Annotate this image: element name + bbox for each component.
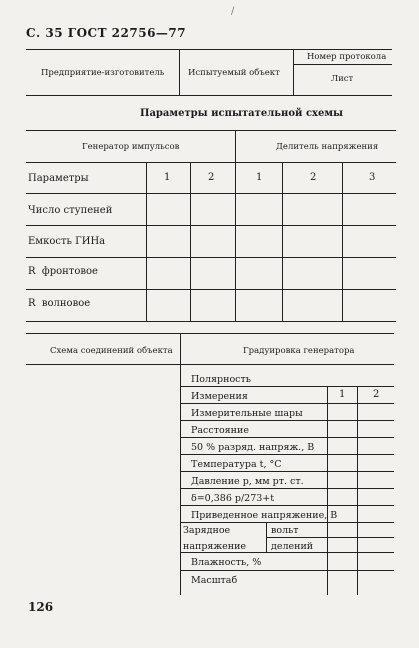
charge-voltage-label: Зарядное <box>183 525 231 536</box>
params-column-header: Параметры <box>28 173 89 184</box>
page-number: 126 <box>28 600 54 614</box>
page-reference: С. 35 ГОСТ 22756—77 <box>26 26 187 40</box>
enterprise-label: Предприятие-изготовитель <box>41 68 165 78</box>
row-label: Полярность <box>191 374 251 385</box>
col-number: 2 <box>310 172 317 183</box>
charge-volt-unit: вольт <box>271 525 299 536</box>
pulse-generator-group: Генератор импульсов <box>82 142 180 152</box>
row-label: Измерительные шары <box>191 408 303 419</box>
row-label: Расстояние <box>191 425 249 436</box>
row-label: Температура t, °С <box>191 459 282 470</box>
protocol-number-label: Номер протокола <box>307 52 387 62</box>
object-label: Испытуемый объект <box>188 68 280 78</box>
section-title: Параметры испытательной схемы <box>140 108 344 119</box>
top-mark: / <box>231 6 235 17</box>
row-label: Давление p, мм рт. ст. <box>191 476 304 487</box>
col-number: 2 <box>208 172 215 183</box>
row-label: Приведенное напряжение, В <box>191 510 338 521</box>
col-number: 2 <box>373 389 380 400</box>
row-label: Измерения <box>191 391 248 402</box>
connection-scheme-header: Схема соединений объекта <box>50 346 173 356</box>
row-label: Емкость ГИНа <box>28 236 106 247</box>
row-label: 50 % разряд. напряж., В <box>191 442 315 453</box>
row-label: R фронтовое <box>28 266 98 277</box>
calibration-header: Градуировка генератора <box>243 346 355 356</box>
sheet-label: Лист <box>331 74 354 84</box>
row-label: δ=0,386 p/273+t <box>191 493 275 504</box>
col-number: 3 <box>369 172 376 183</box>
row-label: R волновое <box>28 298 91 309</box>
row-label: Число ступеней <box>28 205 113 216</box>
col-number: 1 <box>164 172 171 183</box>
charge-division-unit: делений <box>271 541 314 552</box>
col-number: 1 <box>256 172 263 183</box>
scale-label: Масштаб <box>191 575 238 586</box>
voltage-divider-group: Делитель напряжения <box>276 142 379 152</box>
charge-voltage-label: напряжение <box>183 541 247 552</box>
col-number: 1 <box>339 389 346 400</box>
humidity-label: Влажность, % <box>191 557 262 568</box>
